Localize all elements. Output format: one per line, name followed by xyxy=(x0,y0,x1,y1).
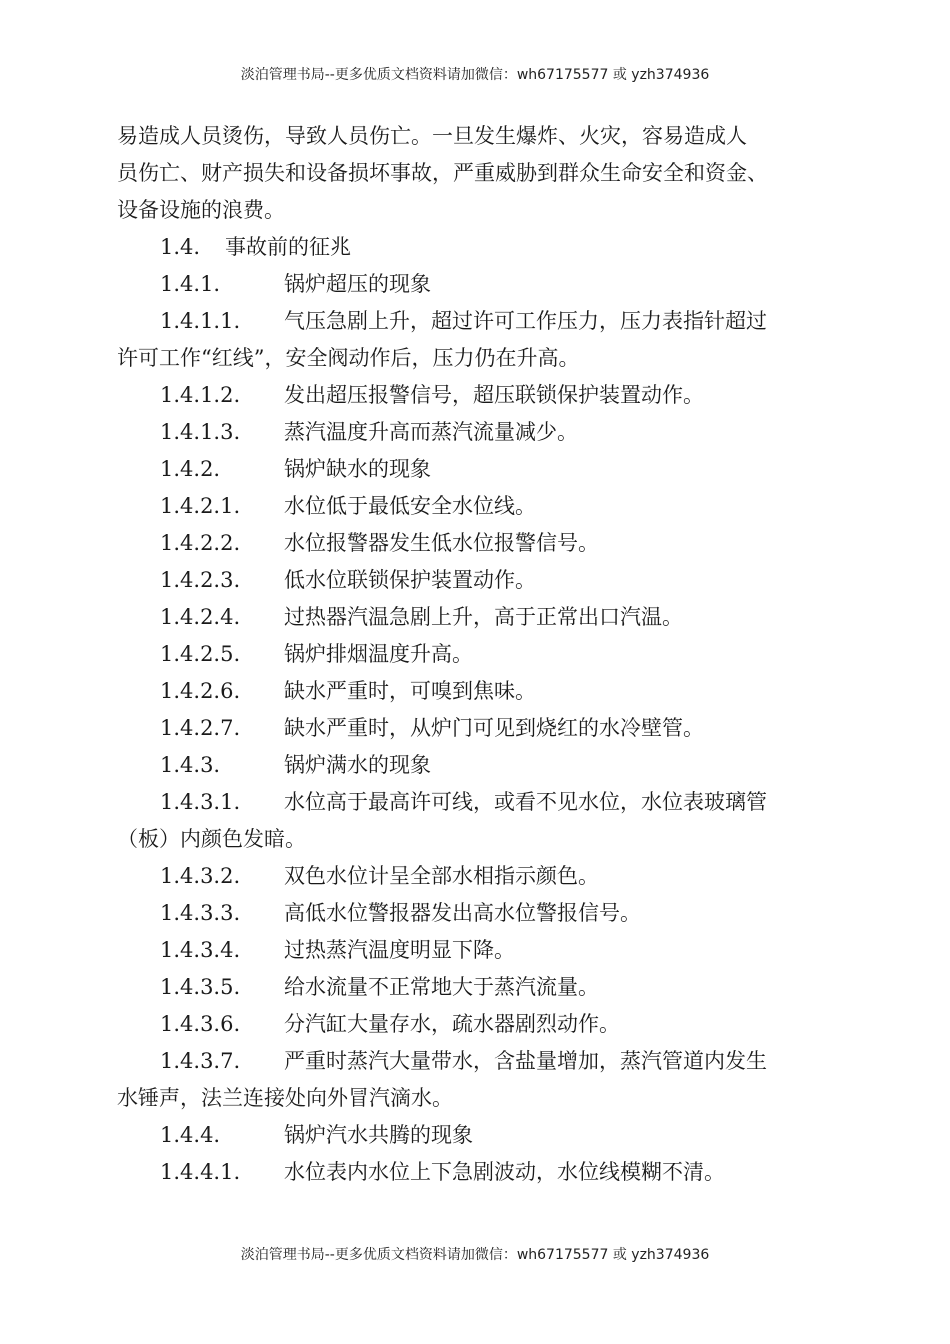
item-number: 1.4.3. xyxy=(160,753,221,777)
item-number: 1.4.4.1. xyxy=(160,1160,241,1184)
item-text: 气压急剧上升，超过许可工作压力，压力表指针超过 xyxy=(284,309,767,333)
list-item xyxy=(117,710,837,747)
list-item xyxy=(117,525,837,562)
item-text: 低水位联锁保护装置动作。 xyxy=(284,568,536,592)
item-text: 水位低于最低安全水位线。 xyxy=(284,494,536,518)
item-text: 水位表内水位上下急剧波动，水位线模糊不清。 xyxy=(284,1160,725,1184)
list-item xyxy=(117,451,837,488)
item-number: 1.4.2.3. xyxy=(160,568,241,592)
item-number: 1.4.1.2. xyxy=(160,383,241,407)
item-text: 缺水严重时，可嗅到焦味。 xyxy=(284,679,536,703)
page-footer: 淡泊管理书局--更多优质文档资料请加微信：wh67175577 或 yzh374936 xyxy=(240,1247,710,1263)
list-item xyxy=(117,784,837,821)
item-text: 水位报警器发生低水位报警信号。 xyxy=(284,531,599,555)
intro-line: 易造成人员烫伤，导致人员伤亡。一旦发生爆炸、火灾，容易造成人 xyxy=(117,124,747,148)
intro-line: 设备设施的浪费。 xyxy=(117,198,285,222)
item-number: 1.4.1.1. xyxy=(160,309,241,333)
list-item xyxy=(117,377,837,414)
list-item xyxy=(117,747,837,784)
item-text: 蒸汽温度升高而蒸汽流量减少。 xyxy=(284,420,578,444)
list-item xyxy=(117,414,837,451)
intro-line: 员伤亡、财产损失和设备损坏事故，严重威胁到群众生命安全和资金、 xyxy=(117,161,768,185)
item-text: 锅炉满水的现象 xyxy=(284,753,431,777)
item-text: 锅炉超压的现象 xyxy=(284,272,431,296)
item-number: 1.4.2.6. xyxy=(160,679,241,703)
item-text: 严重时蒸汽大量带水，含盐量增加，蒸汽管道内发生 xyxy=(284,1049,767,1073)
list-item xyxy=(117,599,837,636)
list-item xyxy=(117,266,837,303)
section-title: 事故前的征兆 xyxy=(225,235,351,259)
item-number: 1.4.3.4. xyxy=(160,938,241,962)
item-number: 1.4.1. xyxy=(160,272,221,296)
item-number: 1.4.1.3. xyxy=(160,420,241,444)
item-text: 锅炉缺水的现象 xyxy=(284,457,431,481)
document-body xyxy=(117,118,837,1191)
item-number: 1.4.3.5. xyxy=(160,975,241,999)
item-text: 过热器汽温急剧上升，高于正常出口汽温。 xyxy=(284,605,683,629)
item-text: 发出超压报警信号，超压联锁保护装置动作。 xyxy=(284,383,704,407)
item-number: 1.4.4. xyxy=(160,1123,221,1147)
item-text: 锅炉汽水共腾的现象 xyxy=(284,1123,473,1147)
item-continuation: 许可工作“红线”，安全阀动作后，压力仍在升高。 xyxy=(117,346,580,370)
item-number: 1.4.3.2. xyxy=(160,864,241,888)
item-number: 1.4.2. xyxy=(160,457,221,481)
list-item xyxy=(117,969,837,1006)
list-item xyxy=(117,488,837,525)
list-item xyxy=(117,673,837,710)
item-number: 1.4.3.3. xyxy=(160,901,241,925)
item-number: 1.4.2.1. xyxy=(160,494,241,518)
item-text: 锅炉排烟温度升高。 xyxy=(284,642,473,666)
item-number: 1.4.2.7. xyxy=(160,716,241,740)
item-text: 分汽缸大量存水，疏水器剧烈动作。 xyxy=(284,1012,620,1036)
list-item xyxy=(117,562,837,599)
item-number: 1.4.2.2. xyxy=(160,531,241,555)
page-header: 淡泊管理书局--更多优质文档资料请加微信：wh67175577 或 yzh374936 xyxy=(240,67,710,83)
list-item xyxy=(117,1117,837,1154)
item-text: 过热蒸汽温度明显下降。 xyxy=(284,938,515,962)
list-item xyxy=(117,895,837,932)
list-item xyxy=(117,636,837,673)
list-item xyxy=(117,1043,837,1080)
section-number: 1.4. xyxy=(160,235,201,259)
list-item xyxy=(117,303,837,340)
item-continuation: （板）内颜色发暗。 xyxy=(117,827,306,851)
item-number: 1.4.2.4. xyxy=(160,605,241,629)
item-number: 1.4.3.6. xyxy=(160,1012,241,1036)
item-text: 水位高于最高许可线，或看不见水位，水位表玻璃管 xyxy=(284,790,767,814)
list-item xyxy=(117,858,837,895)
item-text: 双色水位计呈全部水相指示颜色。 xyxy=(284,864,599,888)
item-number: 1.4.3.1. xyxy=(160,790,241,814)
list-item xyxy=(117,1154,837,1191)
item-number: 1.4.2.5. xyxy=(160,642,241,666)
item-text: 高低水位警报器发出高水位警报信号。 xyxy=(284,901,641,925)
section-heading xyxy=(117,229,837,266)
item-text: 给水流量不正常地大于蒸汽流量。 xyxy=(284,975,599,999)
list-item xyxy=(117,1006,837,1043)
item-number: 1.4.3.7. xyxy=(160,1049,241,1073)
item-text: 缺水严重时，从炉门可见到烧红的水冷壁管。 xyxy=(284,716,704,740)
item-continuation: 水锤声，法兰连接处向外冒汽滴水。 xyxy=(117,1086,453,1110)
list-item xyxy=(117,932,837,969)
